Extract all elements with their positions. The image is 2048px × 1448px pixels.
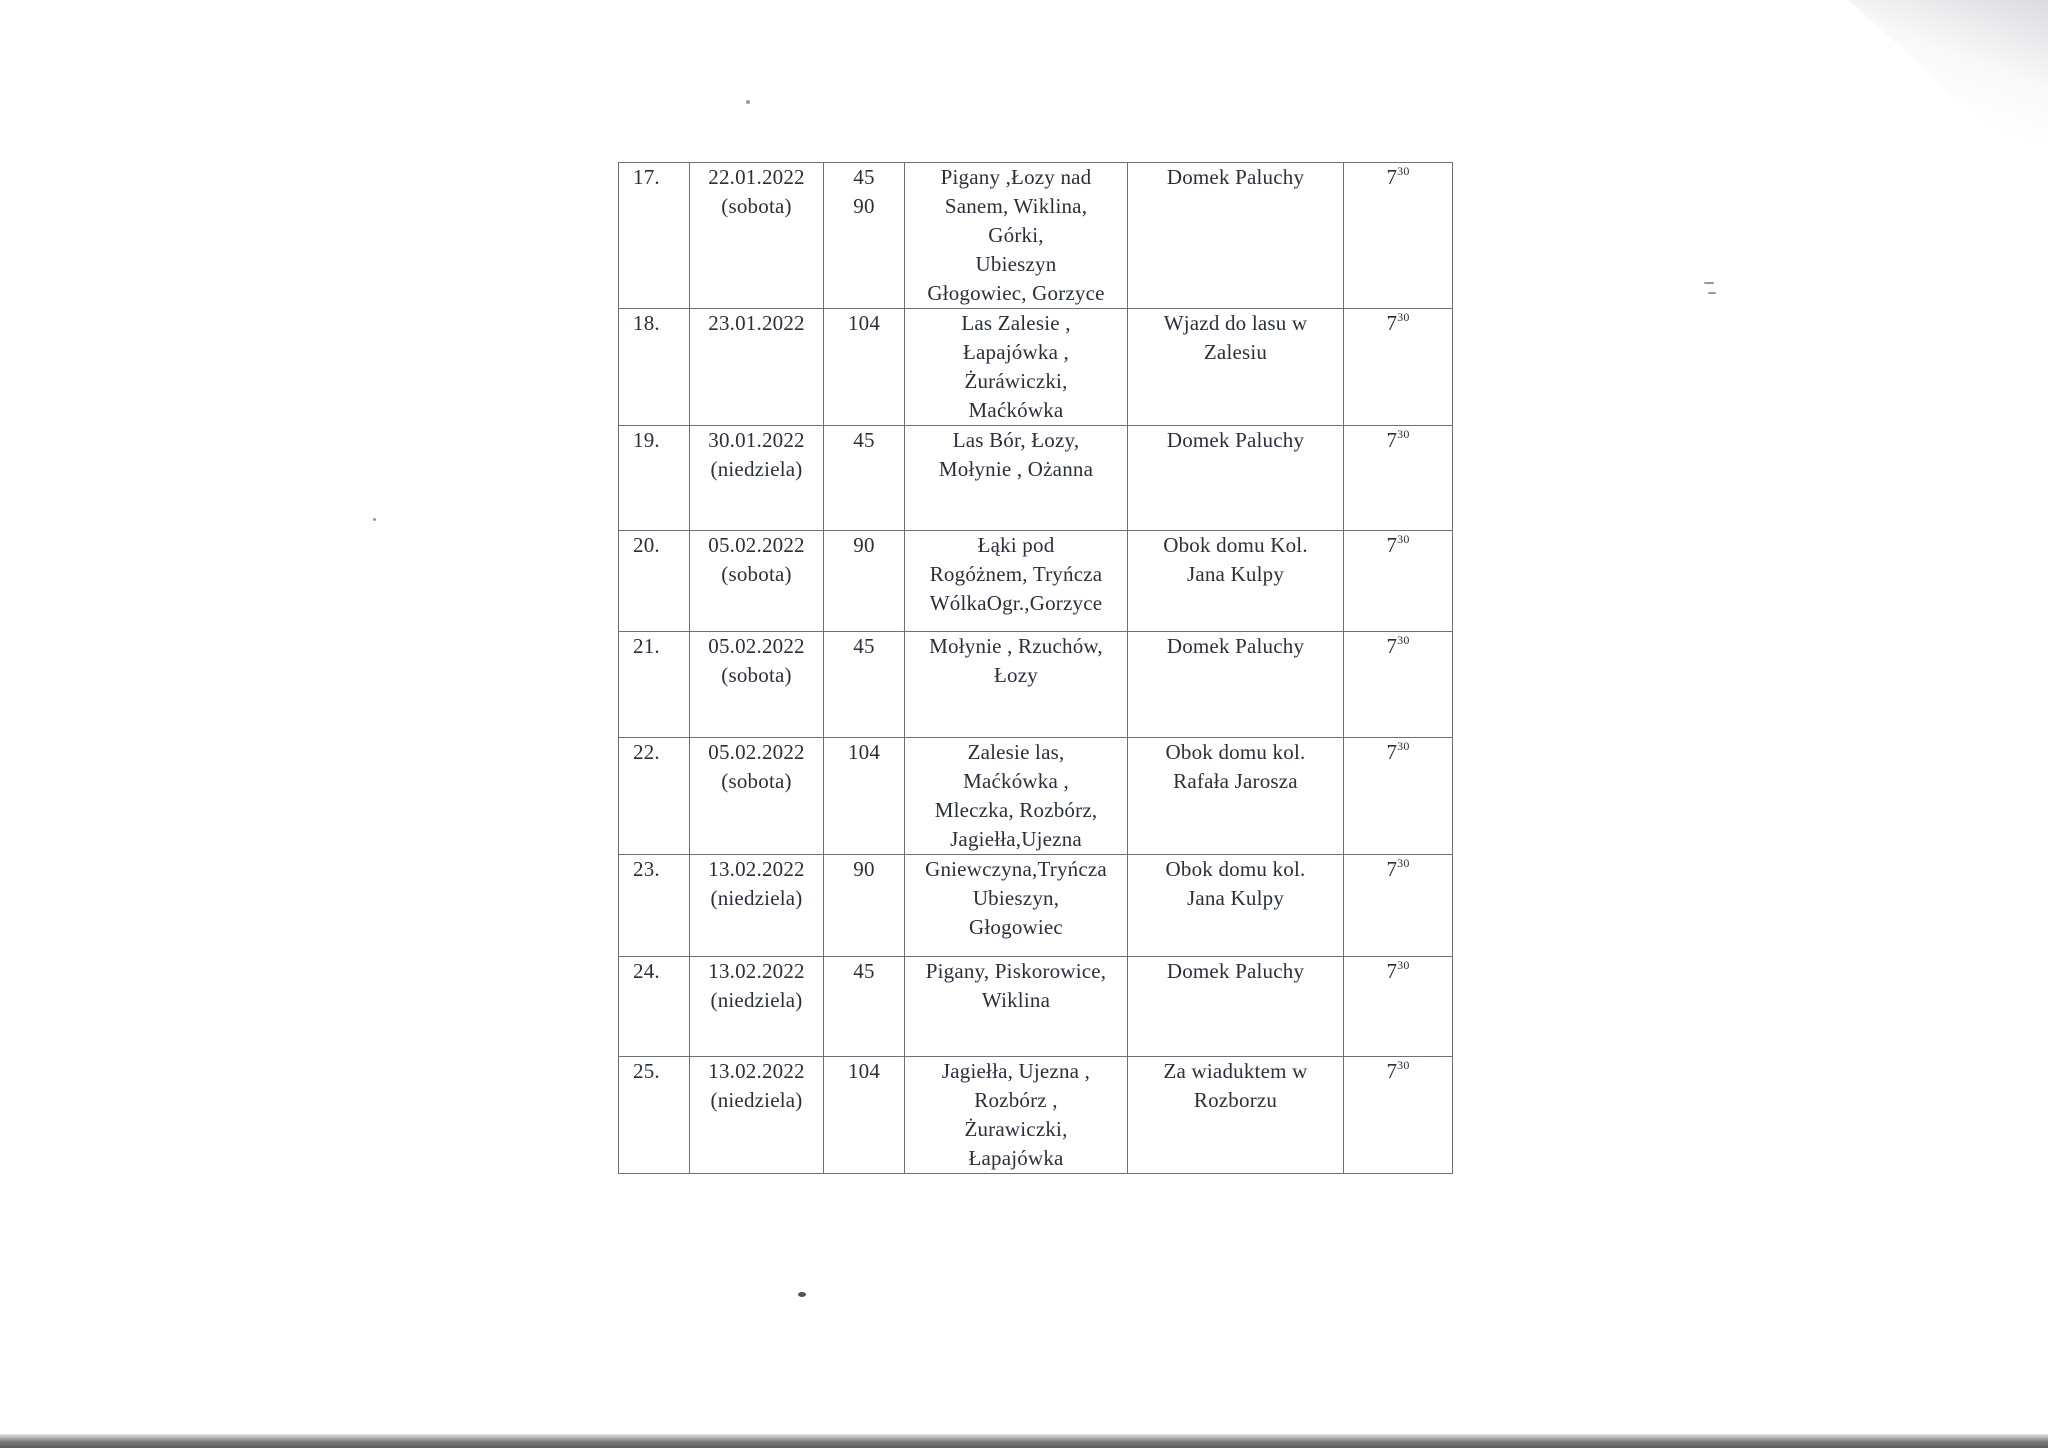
row-km: 45 xyxy=(824,632,905,738)
row-meeting-place: Obok domu kol. Rafała Jarosza xyxy=(1128,738,1344,855)
row-area: Mołynie , Rzuchów, Łozy xyxy=(905,632,1128,738)
row-number: 23. xyxy=(619,855,690,957)
start-time-minute: 30 xyxy=(1397,310,1410,324)
row-date: 30.01.2022 (niedziela) xyxy=(690,426,824,531)
row-date: 23.01.2022 xyxy=(690,309,824,426)
start-time-minute: 30 xyxy=(1397,633,1410,647)
row-area: Zalesie las, Maćkówka , Mleczka, Rozbórz, Jagiełła,Ujezna xyxy=(905,738,1128,855)
row-km: 104 xyxy=(824,309,905,426)
row-start-time xyxy=(1344,531,1453,632)
row-km: 45 90 xyxy=(824,163,905,309)
start-time-minute: 30 xyxy=(1397,532,1410,546)
table-row xyxy=(619,957,1453,1057)
row-start-time xyxy=(1344,957,1453,1057)
table-row xyxy=(619,163,1453,309)
start-time-minute: 30 xyxy=(1397,1058,1410,1072)
row-km: 104 xyxy=(824,1057,905,1174)
row-date: 05.02.2022 (sobota) xyxy=(690,738,824,855)
row-start-time xyxy=(1344,426,1453,531)
row-number: 21. xyxy=(619,632,690,738)
row-number: 18. xyxy=(619,309,690,426)
row-date: 05.02.2022 (sobota) xyxy=(690,632,824,738)
row-meeting-place: Domek Paluchy xyxy=(1128,426,1344,531)
row-area: Las Zalesie , Łapajówka , Żuráwiczki, Maćkówka xyxy=(905,309,1128,426)
start-time-hour: 7 xyxy=(1386,634,1398,658)
row-start-time xyxy=(1344,738,1453,855)
row-start-time xyxy=(1344,855,1453,957)
start-time-hour: 7 xyxy=(1386,740,1398,764)
row-km: 104 xyxy=(824,738,905,855)
table-row xyxy=(619,855,1453,957)
row-date: 05.02.2022 (sobota) xyxy=(690,531,824,632)
table-row xyxy=(619,309,1453,426)
row-number: 22. xyxy=(619,738,690,855)
row-date: 22.01.2022 (sobota) xyxy=(690,163,824,309)
start-time-hour: 7 xyxy=(1386,959,1398,983)
row-km: 45 xyxy=(824,957,905,1057)
row-date: 13.02.2022 (niedziela) xyxy=(690,855,824,957)
schedule-table-body xyxy=(619,163,1453,1174)
scan-corner-shadow xyxy=(1848,0,2048,180)
start-time-hour: 7 xyxy=(1386,428,1398,452)
row-date: 13.02.2022 (niedziela) xyxy=(690,957,824,1057)
row-date: 13.02.2022 (niedziela) xyxy=(690,1057,824,1174)
row-meeting-place: Domek Paluchy xyxy=(1128,957,1344,1057)
row-area: Gniewczyna,Tryńcza Ubieszyn, Głogowiec xyxy=(905,855,1128,957)
start-time-minute: 30 xyxy=(1397,427,1410,441)
row-meeting-place: Obok domu Kol. Jana Kulpy xyxy=(1128,531,1344,632)
row-area: Pigany, Piskorowice, Wiklina xyxy=(905,957,1128,1057)
row-start-time xyxy=(1344,309,1453,426)
start-time-minute: 30 xyxy=(1397,856,1410,870)
start-time-minute: 30 xyxy=(1397,164,1410,178)
start-time-hour: 7 xyxy=(1386,1059,1398,1083)
scan-speck xyxy=(798,1292,806,1297)
start-time-hour: 7 xyxy=(1386,165,1398,189)
row-number: 24. xyxy=(619,957,690,1057)
table-row xyxy=(619,632,1453,738)
table-row xyxy=(619,426,1453,531)
start-time-minute: 30 xyxy=(1397,958,1410,972)
row-start-time xyxy=(1344,163,1453,309)
row-km: 90 xyxy=(824,855,905,957)
scan-speck xyxy=(1704,282,1714,284)
row-meeting-place: Obok domu kol. Jana Kulpy xyxy=(1128,855,1344,957)
row-meeting-place: Za wiaduktem w Rozborzu xyxy=(1128,1057,1344,1174)
row-number: 20. xyxy=(619,531,690,632)
start-time-hour: 7 xyxy=(1386,857,1398,881)
row-area: Jagiełła, Ujezna , Rozbórz , Żurawiczki, Łapajówka xyxy=(905,1057,1128,1174)
start-time-hour: 7 xyxy=(1386,311,1398,335)
start-time-hour: 7 xyxy=(1386,533,1398,557)
row-meeting-place: Domek Paluchy xyxy=(1128,632,1344,738)
start-time-minute: 30 xyxy=(1397,739,1410,753)
row-start-time xyxy=(1344,632,1453,738)
scan-speck xyxy=(1708,292,1716,294)
table-row xyxy=(619,1057,1453,1174)
row-start-time xyxy=(1344,1057,1453,1174)
row-area: Pigany ,Łozy nad Sanem, Wiklina, Górki, Ubieszyn Głogowiec, Gorzyce xyxy=(905,163,1128,309)
row-meeting-place: Wjazd do lasu w Zalesiu xyxy=(1128,309,1344,426)
row-number: 19. xyxy=(619,426,690,531)
row-meeting-place: Domek Paluchy xyxy=(1128,163,1344,309)
schedule-table xyxy=(618,162,1453,1174)
row-km: 45 xyxy=(824,426,905,531)
scan-speck xyxy=(746,100,750,104)
scan-speck xyxy=(373,518,376,521)
row-area: Las Bór, Łozy, Mołynie , Ożanna xyxy=(905,426,1128,531)
row-km: 90 xyxy=(824,531,905,632)
row-number: 25. xyxy=(619,1057,690,1174)
scan-bottom-edge xyxy=(0,1434,2048,1448)
table-row xyxy=(619,738,1453,855)
table-row xyxy=(619,531,1453,632)
row-area: Łąki pod Rogóżnem, Tryńcza WólkaOgr.,Gorzyce xyxy=(905,531,1128,632)
row-number: 17. xyxy=(619,163,690,309)
